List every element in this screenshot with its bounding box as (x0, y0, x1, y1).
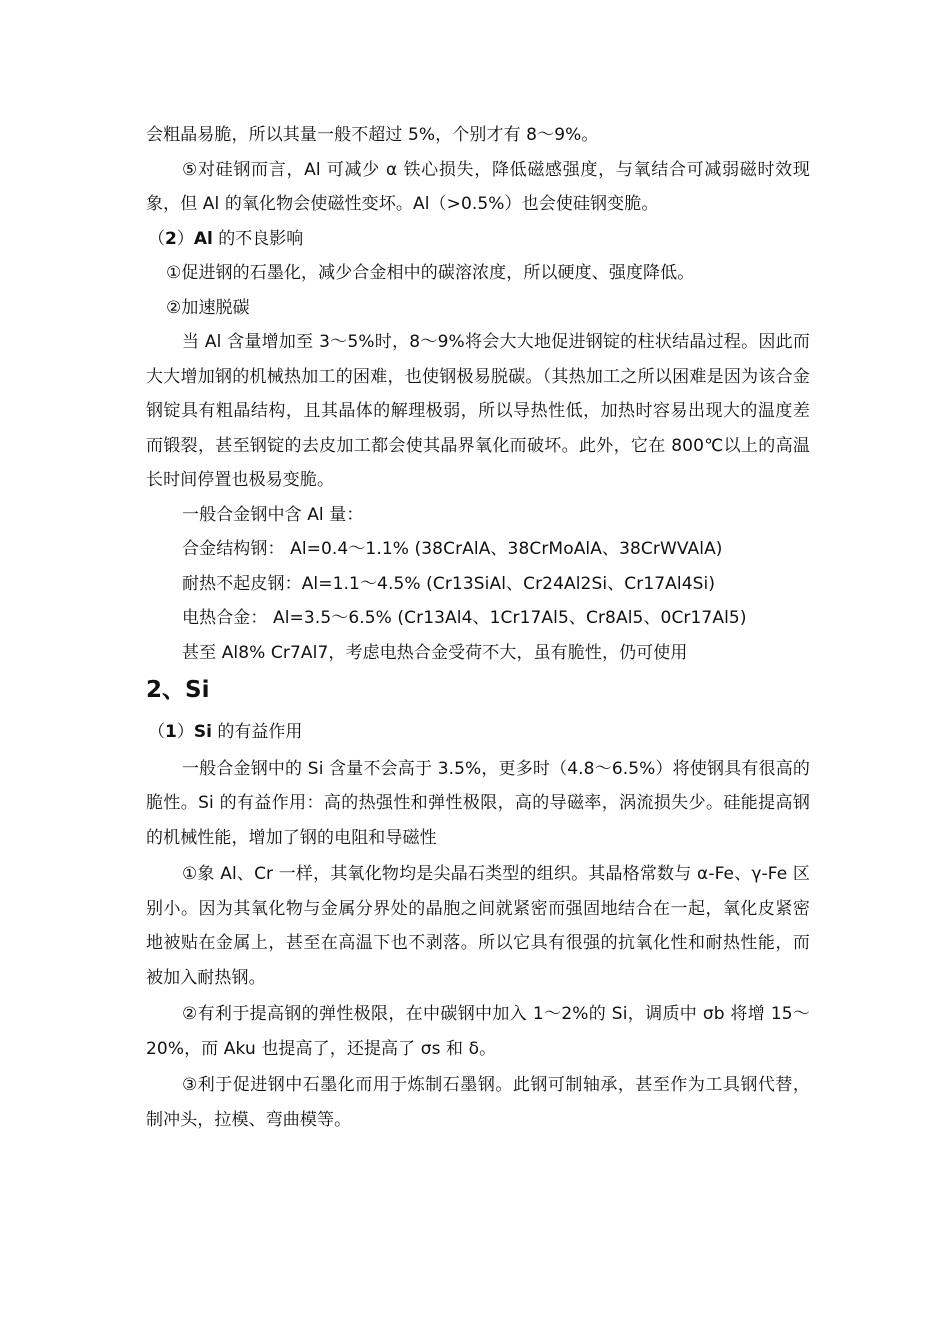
subheading-text: 的有益作用 (211, 722, 303, 742)
section-heading-si: 2、Si (146, 677, 210, 703)
subheading-open-paren: （ (148, 228, 165, 249)
paragraph-si-oxide: ①象 Al、Cr 一样，其氧化物均是尖晶石类型的组织。其晶格常数与 α-Fe、γ-Fe 区别小。因为其氧化物与金属分界处的晶胞之间就紧密而强固地结合在一起，氧化皮紧密地被贴在金属上，甚至在高温下也不剥落。所以它具有很强的抗氧化性和耐热性能，而被加入耐热钢。 (146, 864, 810, 988)
document-page (146, 118, 810, 1137)
subheading-si-benefits (146, 715, 810, 750)
paragraph-continuation: 会粗晶易脆，所以其量一般不超过 5%，个别才有 8～9%。 (146, 125, 599, 145)
paragraph-graphitization: ①促进钢的石墨化，减少合金相中的碳溶浓度，所以硬度、强度降低。 (166, 263, 695, 283)
paragraph-si-general: 一般合金钢中的 Si 含量不会高于 3.5%，更多时（4.8～6.5%）将使钢具有很高的脆性。Si 的有益作用：高的热强性和弹性极限，高的导磁率，涡流损失少。硅能提高钢的机械性能，增加了钢的电阻和导磁性 (146, 758, 810, 848)
paragraph-si-elastic-limit: ②有利于提高钢的弹性极限，在中碳钢中加入 1～2%的 Si，调质中 σb 将增 15～20%，而 Aku 也提高了，还提高了 σs 和 δ。 (146, 1004, 810, 1059)
list-item-heat-resistant-steel: 耐热不起皮钢：Al=1.1～4.5% (Cr13SiAl、Cr24Al2Si、Cr17Al4Si) (182, 573, 716, 594)
paragraph-al8-cr7al7: 甚至 Al8% Cr7Al7，考虑电热合金受荷不大，虽有脆性，仍可使用 (182, 642, 688, 663)
subheading-text: 的不良影响 (212, 228, 304, 249)
subheading-open-paren: （ (148, 722, 165, 742)
list-item-structural-steel: 合金结构钢： Al=0.4～1.1% (38CrAlA、38CrMoAlA、38CrWVAlA) (182, 539, 723, 559)
subheading-number: 2 (165, 228, 177, 249)
subheading-al-adverse-effects (146, 222, 810, 257)
paragraph-al-silicon-steel: ⑤对硅钢而言，Al 可减少 α 铁心损失，降低磁感强度，与氧结合可减弱磁时效现象，但 Al 的氧化物会使磁性变坏。Al（>0.5%）也会使硅钢变脆。 (146, 159, 810, 214)
subheading-element: Al (193, 228, 213, 249)
paragraph-si-graphite-steel: ③利于促进钢中石墨化而用于炼制石墨钢。此钢可制轴承，甚至作为工具钢代替，制冲头，拉模、弯曲模等。 (146, 1075, 810, 1130)
paragraph-al-content-effects: 当 Al 含量增加至 3～5%时，8～9%将会大大地促进钢锭的柱状结晶过程。因此而大大增加钢的机械热加工的困难，也使钢极易脱碳。（其热加工之所以困难是因为该合金钢锭具有粗晶结构，且其晶体的解理极弱，所以导热性低，加热时容易出现大的温度差而锻裂，甚至钢锭的去皮加工都会使其晶界氧化而破坏。此外，它在 800℃以上的高温长时间停置也极易变脆。 (146, 332, 810, 490)
paragraph-decarburization: ②加速脱碳 (166, 297, 250, 318)
paragraph-al-content-intro: 一般合金钢中含 Al 量： (182, 504, 364, 525)
subheading-number: 1 (165, 722, 177, 742)
subheading-close-paren: ） (176, 722, 194, 742)
list-item-electrothermal-alloy: 电热合金： Al=3.5～6.5% (Cr13Al4、1Cr17Al5、Cr8Al5、0Cr17Al5) (182, 608, 747, 628)
subheading-element: Si (193, 722, 212, 742)
subheading-close-paren: ） (176, 228, 194, 249)
